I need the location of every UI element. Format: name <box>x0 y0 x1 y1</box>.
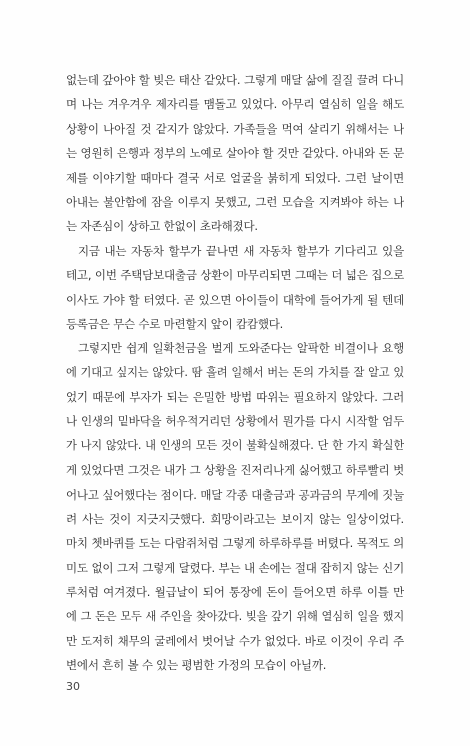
text-line: 가 나지 않았다. 내 인생의 모든 것이 불확실해졌다. 단 한 가지 확실한 <box>66 438 404 452</box>
text-line: 마치 쳇바퀴를 도는 다람쥐처럼 그렇게 하루하루를 버텼다. 목적도 의 <box>66 536 404 551</box>
text-line: 상황이 나아질 것 같지가 않았다. 가족들을 먹여 살리기 위해서는 나 <box>66 121 404 136</box>
text-line: 어나고 싶어했다는 점이다. 매달 각종 대출금과 공과금의 무게에 짓눌 <box>66 487 404 502</box>
text-line: 게 있었다면 그것은 내가 그 상황을 진저리나게 싫어했고 하루빨리 벗 <box>66 463 404 478</box>
text-line: 그렇지만 쉽게 일확천금을 벌게 도와준다는 알팍한 비결이나 요행 <box>78 341 404 356</box>
text-line: 제를 이야기할 때마다 결국 서로 얼굴을 붉히게 되었다. 그런 날이면 <box>66 170 404 185</box>
text-line: 변에서 흔히 볼 수 있는 평범한 가정의 모습이 아닐까. <box>66 658 327 673</box>
text-line: 아내는 불안함에 잠을 이루지 못했고, 그런 모습을 지켜봐야 하는 나 <box>66 194 404 209</box>
text-line: 에 기대고 싶지는 않았다. 땀 흘려 일해서 버는 돈의 가치를 잘 알고 있 <box>66 365 404 379</box>
text-line: 려 사는 것이 지긋지긋했다. 희망이라고는 보이지 않는 일상이었다. <box>66 512 404 527</box>
text-line: 었기 때문에 부자가 되는 은밀한 방법 따위는 필요하지 않았다. 그러 <box>66 390 404 405</box>
text-line: 루처럼 여겨졌다. 월급날이 되어 통장에 돈이 들어오면 하루 이틀 만 <box>66 585 404 600</box>
text-line: 이사도 가야 할 터였다. 곧 있으면 아이들이 대학에 들어가게 될 텐데 <box>66 292 404 307</box>
text-line: 에 그 돈은 모두 새 주인을 찾아갔다. 빚을 갚기 위해 열심히 일을 했지 <box>66 609 404 623</box>
text-line: 며 나는 겨우겨우 제자리를 맴돌고 있었다. 아무리 열심히 일을 해도 <box>66 97 404 112</box>
text-line: 는 자존심이 상하고 한없이 초라해졌다. <box>66 219 258 234</box>
text-line: 등록금은 무슨 수로 마련할지 앞이 캄캄했다. <box>66 316 284 331</box>
page-number: 30 <box>66 680 80 693</box>
text-line: 나 인생의 밑바닥을 허우적거리던 상황에서 뭔가를 다시 시작할 엄두 <box>66 414 404 429</box>
text-line: 없는데 갚아야 할 빚은 태산 같았다. 그렇게 매달 삶에 질질 끌려 다니 <box>66 73 404 87</box>
text-line: 지금 내는 자동차 할부가 끝나면 새 자동차 할부가 기다리고 있을 <box>78 243 404 258</box>
text-line: 는 영원히 은행과 정부의 노예로 살아야 할 것만 같았다. 아내와 돈 문 <box>66 146 404 161</box>
text-line: 미도 없이 그저 그렇게 달렸다. 부는 내 손에는 절대 잡히지 않는 신기 <box>66 560 404 575</box>
text-line: 테고, 이번 주택담보대출금 상환이 마무리되면 그때는 더 넓은 집으로 <box>66 268 404 283</box>
text-line: 만 도저히 채무의 굴레에서 벗어날 수가 없었다. 바로 이것이 우리 주 <box>66 633 404 648</box>
body-text <box>66 68 404 678</box>
